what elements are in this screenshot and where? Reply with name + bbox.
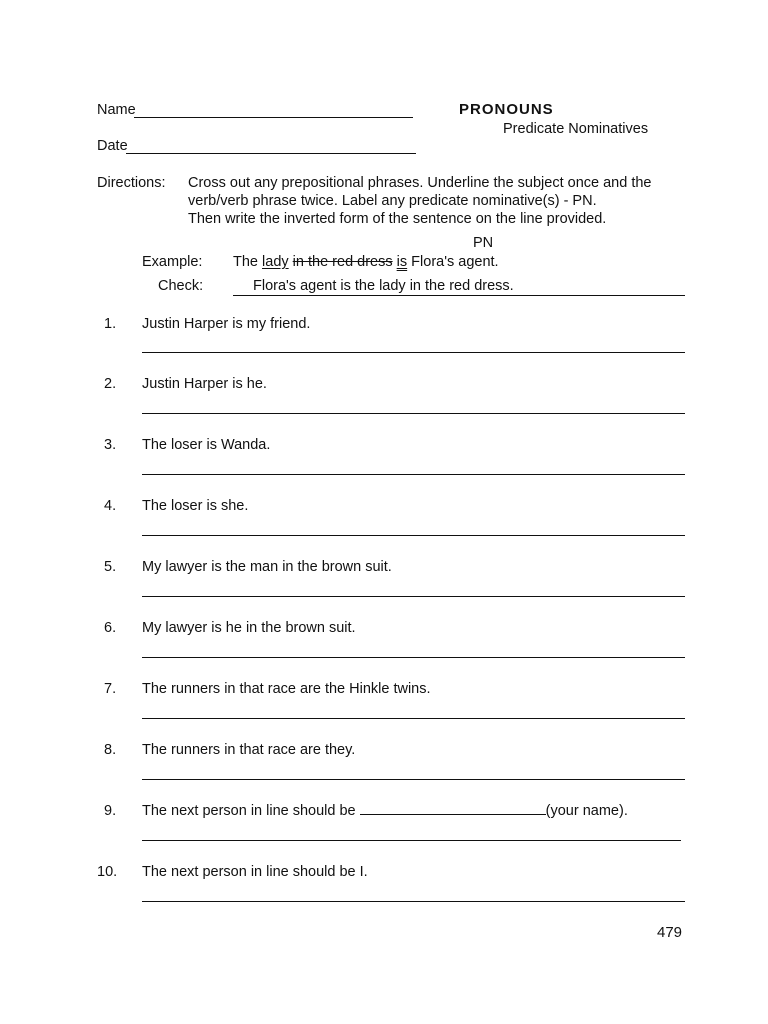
item-number: 7. [104, 681, 117, 697]
page-number: 479 [657, 924, 683, 941]
item-number: 1. [104, 316, 117, 332]
item-number: 5. [104, 559, 117, 575]
name-field-row [97, 101, 136, 119]
directions-line-2: verb/verb phrase twice. Label any predicate nominative(s) - PN. [188, 193, 597, 209]
item-sentence-end: (your name). [545, 803, 628, 819]
example-predicate: Flora's agent. [411, 254, 499, 270]
item-answer-line[interactable] [142, 535, 685, 536]
example-label: Example: [142, 254, 203, 270]
name-blank-input[interactable] [360, 802, 546, 815]
example-verb: is [396, 254, 408, 270]
item-number: 8. [104, 742, 117, 758]
date-field-row [97, 137, 128, 155]
example-the: The [233, 254, 258, 270]
name-input-line[interactable] [134, 117, 413, 118]
directions-line-3: Then write the inverted form of the sentence on the line provided. [188, 211, 607, 227]
name-label: Name [97, 102, 136, 118]
directions-label: Directions: [97, 175, 166, 191]
item-sentence: The runners in that race are they. [142, 742, 356, 758]
item-answer-line[interactable] [142, 657, 685, 658]
date-label: Date [97, 138, 128, 154]
item-answer-line[interactable] [142, 596, 685, 597]
example-sentence [233, 253, 499, 271]
check-label: Check: [158, 278, 204, 294]
item-sentence: The next person in line should be I. [142, 864, 368, 880]
example-prepositional-phrase: in the red dress [292, 254, 393, 270]
item-sentence [142, 802, 628, 820]
check-answer: Flora's agent is the lady in the red dress. [233, 278, 685, 296]
item-answer-line[interactable] [142, 413, 685, 414]
item-answer-line[interactable] [142, 352, 685, 353]
item-sentence: My lawyer is he in the brown suit. [142, 620, 356, 636]
example-subject: lady [262, 254, 289, 270]
page-title: PRONOUNS [459, 101, 554, 118]
check-answer-row [233, 277, 685, 296]
date-input-line[interactable] [126, 153, 416, 154]
item-number: 4. [104, 498, 117, 514]
pn-label: PN [473, 235, 494, 251]
item-sentence: Justin Harper is he. [142, 376, 267, 392]
item-number: 3. [104, 437, 117, 453]
page-subtitle: Predicate Nominatives [503, 121, 649, 137]
item-number: 6. [104, 620, 117, 636]
item-sentence: The loser is Wanda. [142, 437, 271, 453]
item-sentence-start: The next person in line should be [142, 803, 356, 819]
item-number: 2. [104, 376, 117, 392]
item-answer-line[interactable] [142, 840, 681, 841]
item-sentence: Justin Harper is my friend. [142, 316, 311, 332]
item-answer-line[interactable] [142, 718, 685, 719]
item-sentence: The runners in that race are the Hinkle twins. [142, 681, 431, 697]
directions-line-1: Cross out any prepositional phrases. Underline the subject once and the [188, 175, 652, 191]
item-sentence: The loser is she. [142, 498, 249, 514]
item-answer-line[interactable] [142, 474, 685, 475]
item-answer-line[interactable] [142, 779, 685, 780]
item-number: 10. [97, 864, 118, 880]
item-number: 9. [104, 803, 117, 819]
item-answer-line[interactable] [142, 901, 685, 902]
item-sentence: My lawyer is the man in the brown suit. [142, 559, 392, 575]
